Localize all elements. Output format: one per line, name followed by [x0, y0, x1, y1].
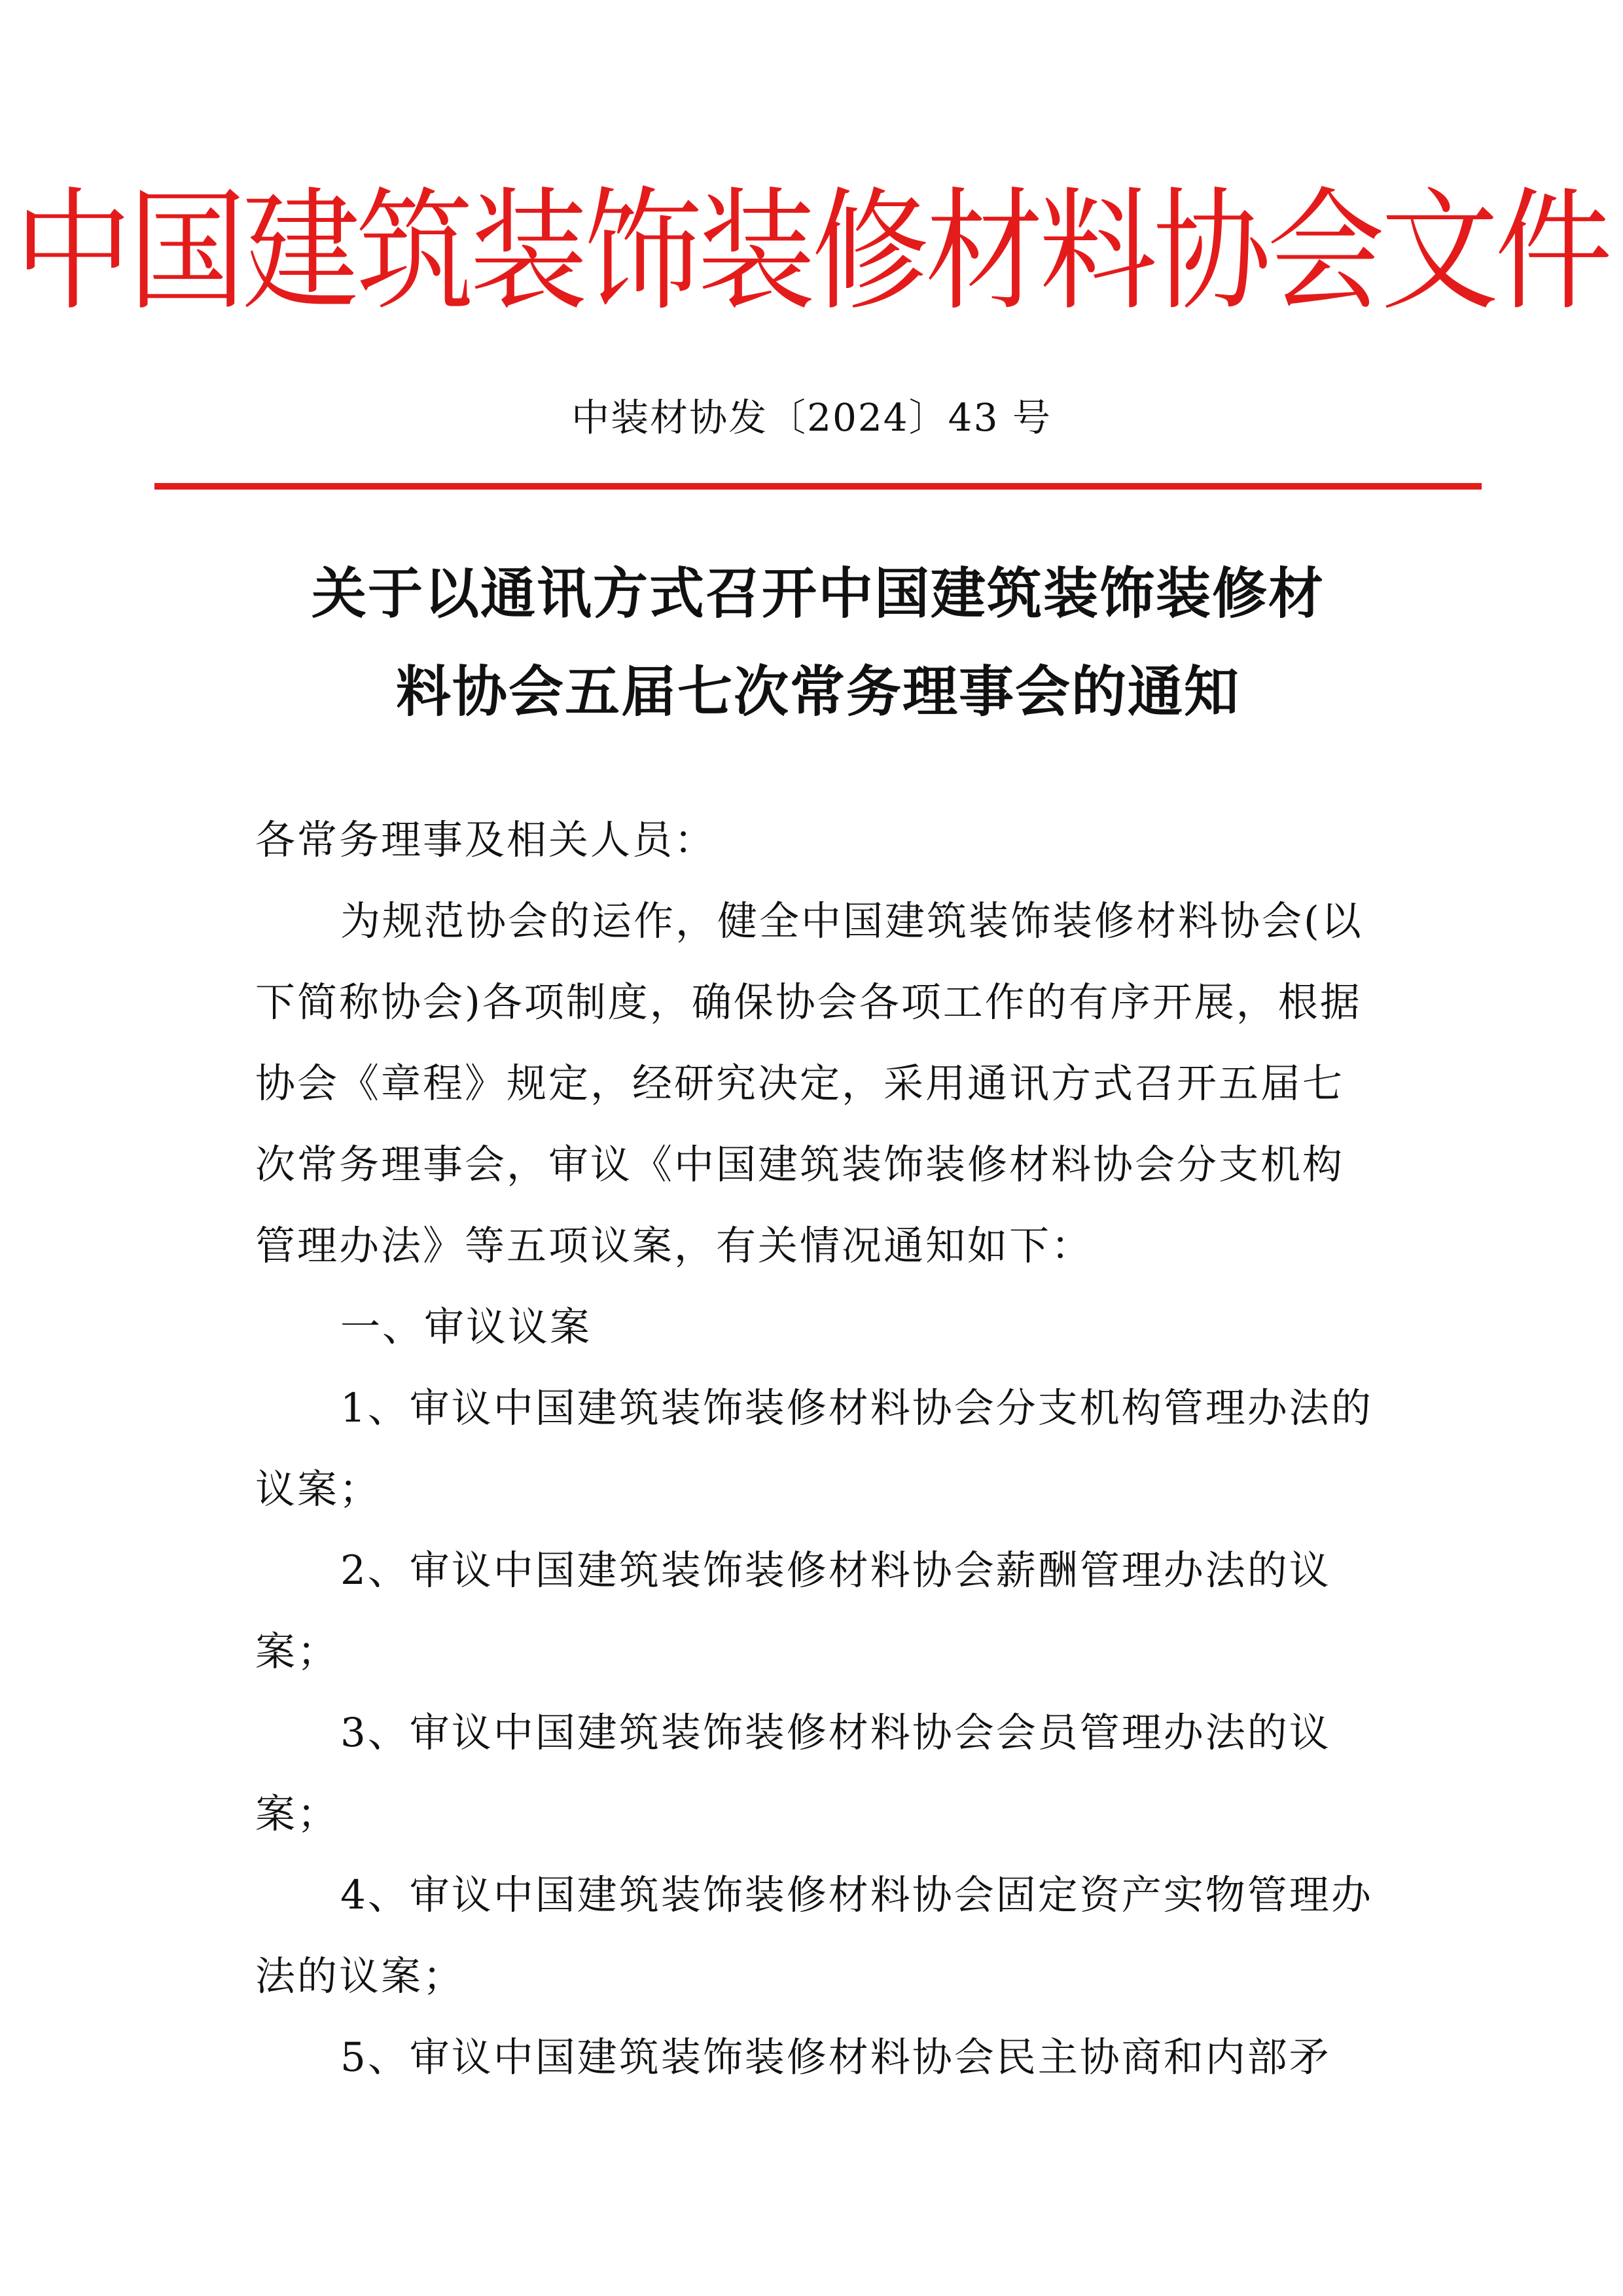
- notice-title-line-2: 料协会五届七次常务理事会的通知: [395, 660, 1240, 724]
- salutation: 各常务理事及相关人员：: [255, 817, 717, 863]
- masthead-title: 中国建筑装饰装修材料协会文件: [14, 175, 1609, 329]
- proposal-item-5: 5、审议中国建筑装饰装修材料协会民主协商和内部矛: [340, 2034, 1331, 2081]
- notice-body: [255, 800, 1381, 2098]
- document-number: 中装材协发〔2024〕43 号: [571, 395, 1052, 440]
- intro-paragraph: 为规范协会的运作，健全中国建筑装饰装修材料协会(以下简称协会)各项制度，确保协会各项工作的有序开展，根据协会《章程》规定，经研究决定，采用通讯方式召开五届七次常务理事会，审议《中国建筑装饰装修材料协会分支机构管理办法》等五项议案，有关情况通知如下：: [255, 898, 1363, 1269]
- proposal-item-1: 1、审议中国建筑装饰装修材料协会分支机构管理办法的议案；: [255, 1385, 1373, 1513]
- proposal-item-4: 4、审议中国建筑装饰装修材料协会固定资产实物管理办法的议案；: [255, 1872, 1373, 2000]
- section-heading-proposals: 一、审议议案: [340, 1304, 592, 1350]
- proposal-item-3: 3、审议中国建筑装饰装修材料协会会员管理办法的议案；: [255, 1710, 1331, 1837]
- proposal-item-2: 2、审议中国建筑装饰装修材料协会薪酬管理办法的议案；: [255, 1547, 1331, 1675]
- red-divider-line: [154, 483, 1482, 490]
- notice-title-line-1: 关于以通讯方式召开中国建筑装饰装修材: [311, 562, 1325, 626]
